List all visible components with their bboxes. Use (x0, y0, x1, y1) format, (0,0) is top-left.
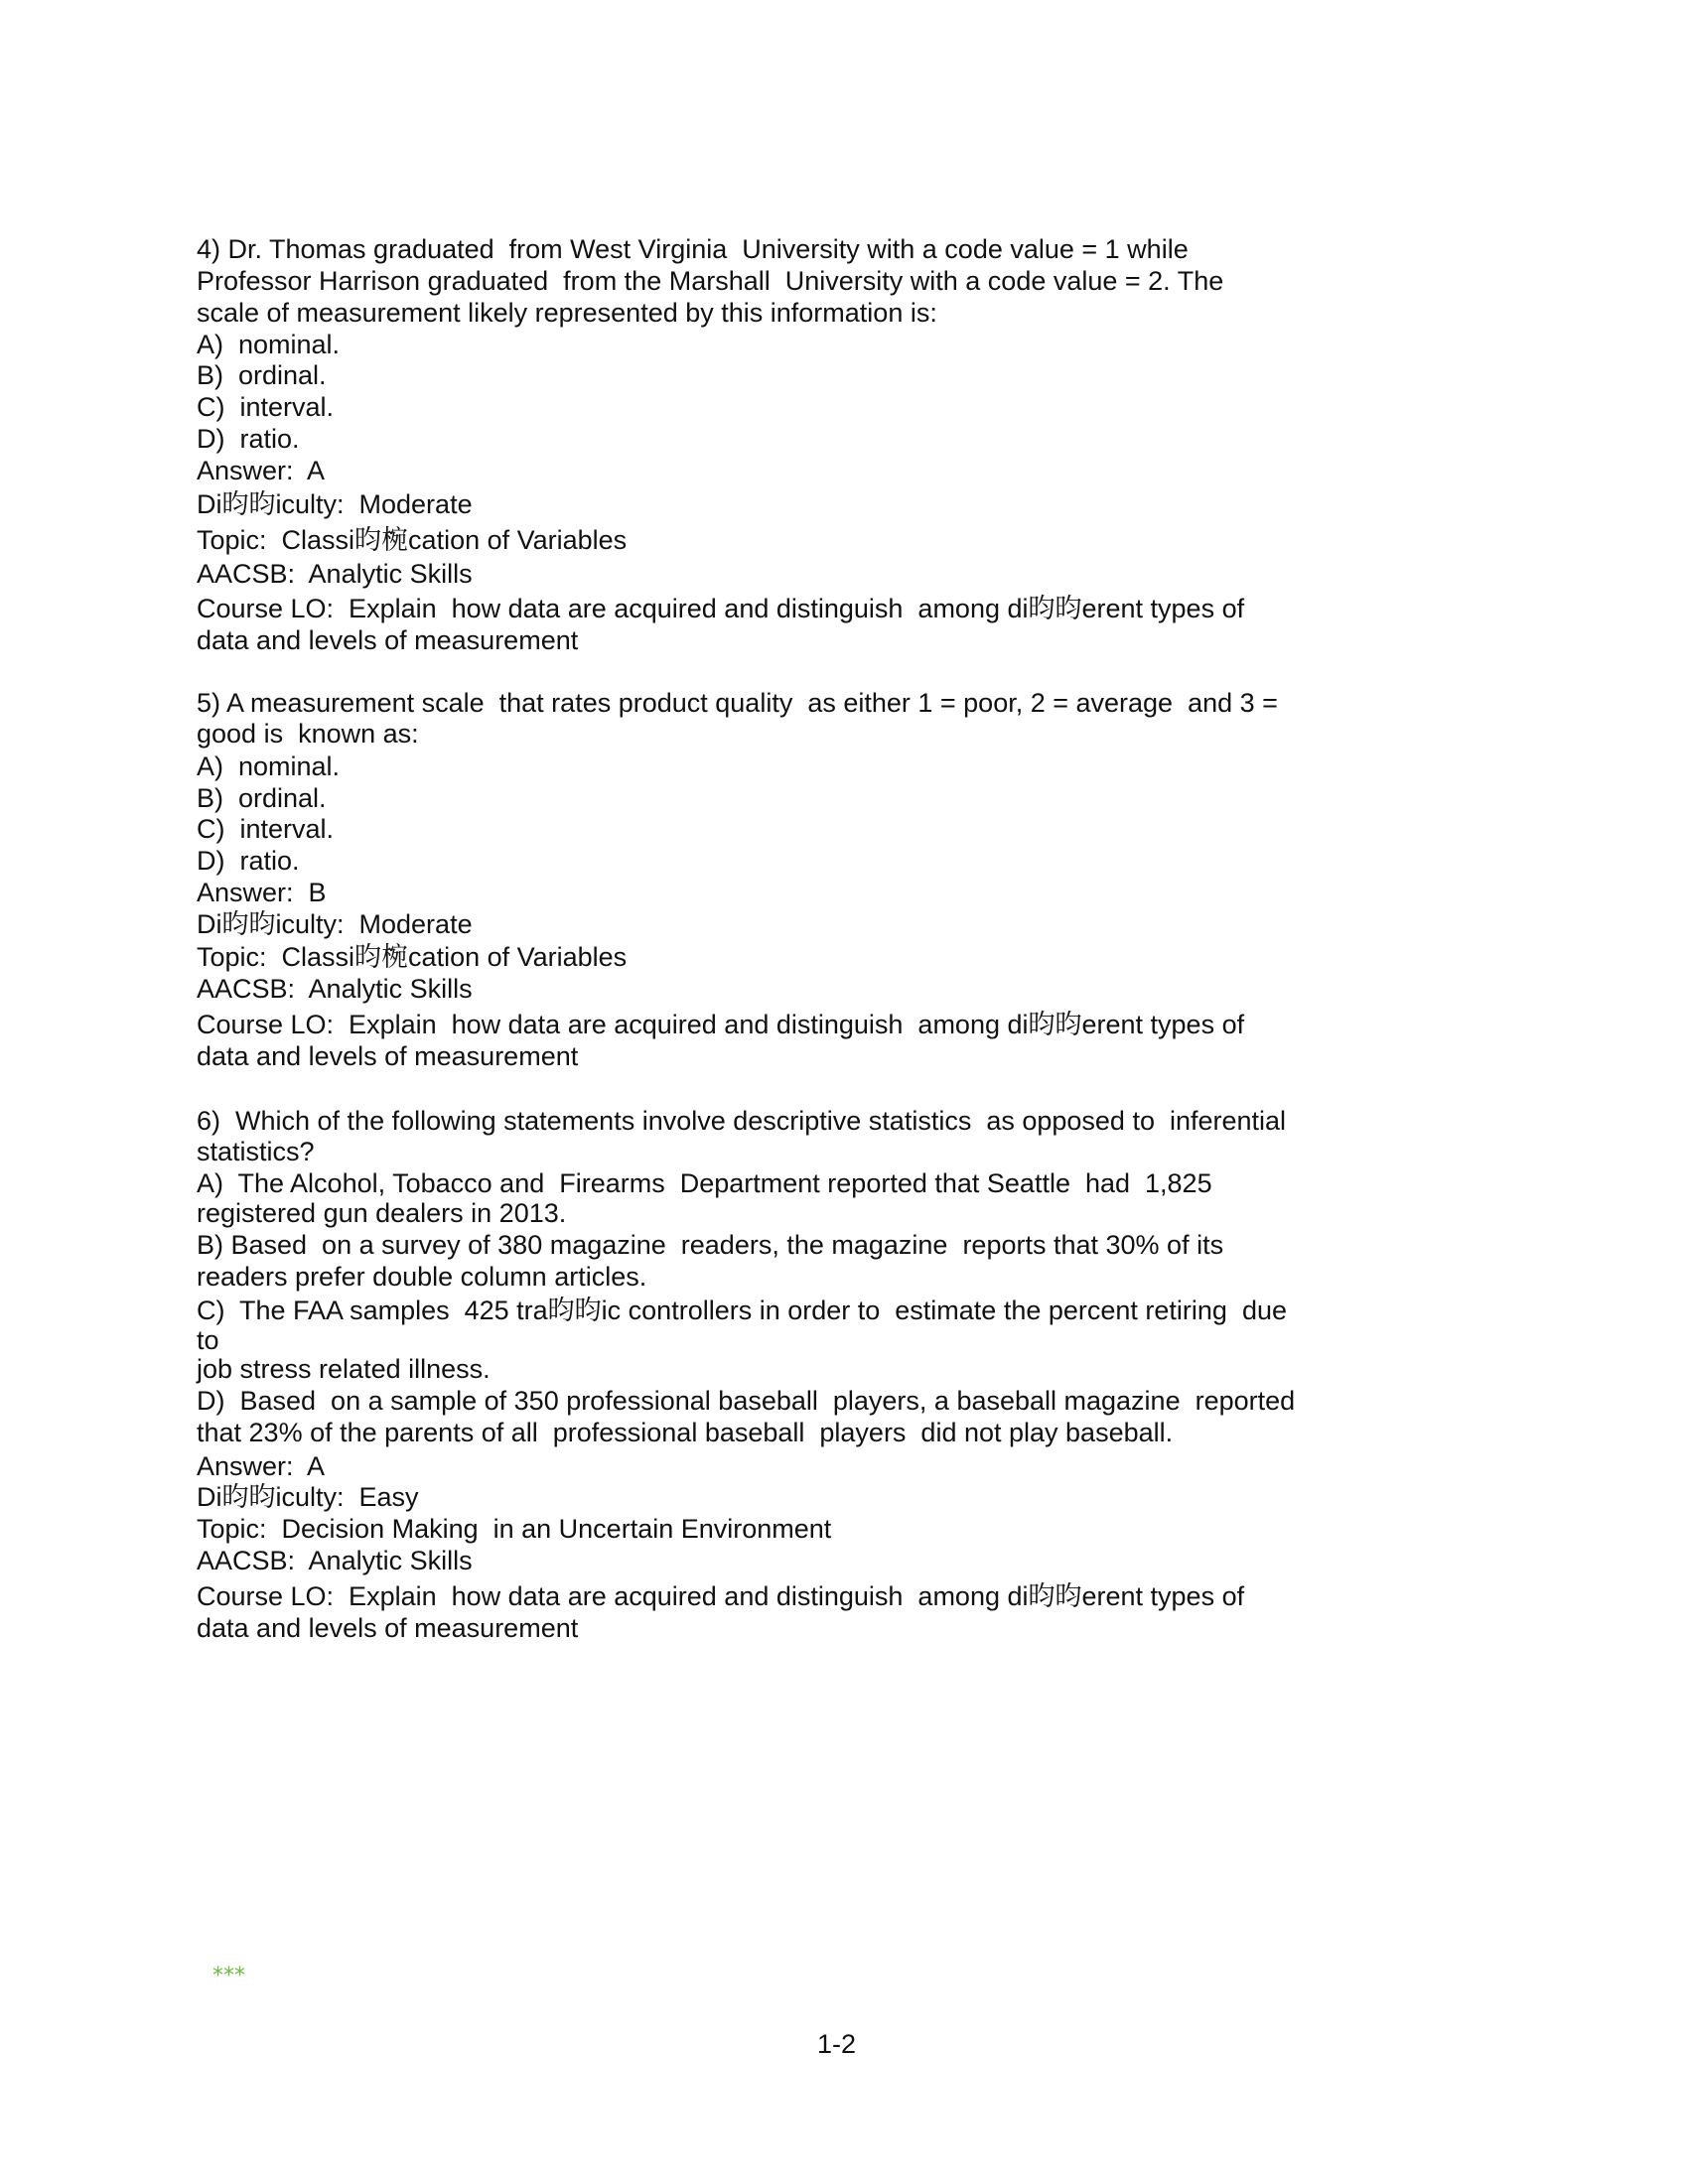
question-line: data and levels of measurement (197, 1041, 579, 1071)
question-line: Di昀昀iculty: Easy (197, 1482, 419, 1512)
question-line: Course LO: Explain how data are acquired and distinguish among di昀昀erent types of (197, 1010, 1245, 1039)
question-line: data and levels of measurement (197, 625, 579, 655)
question-line: A) nominal. (197, 751, 341, 781)
question-line: B) ordinal. (197, 360, 327, 390)
page-number: 1-2 (816, 2029, 857, 2059)
question-line: Di昀昀iculty: Moderate (197, 909, 473, 939)
question-line: Topic: Classi昀椀cation of Variables (197, 525, 628, 555)
question-line: Course LO: Explain how data are acquired and distinguish among di昀昀erent types of (197, 1581, 1245, 1611)
question-line: 5) A measurement scale that rates product quality as either 1 = poor, 2 = average and 3 = (197, 688, 1278, 718)
question-line: AACSB: Analytic Skills (197, 974, 473, 1004)
question-line: Di昀昀iculty: Moderate (197, 489, 473, 519)
question-line: AACSB: Analytic Skills (197, 559, 473, 589)
question-line: Topic: Classi昀椀cation of Variables (197, 942, 628, 972)
question-line: C) interval. (197, 392, 335, 422)
question-line: Professor Harrison graduated from the Marshall University with a code value = 2. The (197, 266, 1224, 296)
question-line: B) Based on a survey of 380 magazine readers, the magazine reports that 30% of its (197, 1230, 1224, 1260)
question-line: that 23% of the parents of all professional baseball players did not play baseball. (197, 1418, 1174, 1447)
question-line: scale of measurement likely represented by this information is: (197, 298, 937, 328)
question-line: 4) Dr. Thomas graduated from West Virginia University with a code value = 1 while (197, 234, 1189, 264)
question-line: to (197, 1325, 219, 1355)
question-line: A) The Alcohol, Tobacco and Firearms Department reported that Seattle had 1,825 (197, 1168, 1212, 1198)
question-line: Answer: B (197, 878, 327, 907)
question-line: Answer: A (197, 456, 326, 485)
footer-stars: *** (212, 1964, 245, 1988)
question-line: readers prefer double column articles. (197, 1262, 647, 1292)
question-line: C) interval. (197, 814, 335, 844)
question-line: A) nominal. (197, 330, 341, 359)
question-line: D) ratio. (197, 846, 300, 876)
question-line: Course LO: Explain how data are acquired and distinguish among di昀昀erent types of (197, 594, 1245, 623)
question-line: D) Based on a sample of 350 professional baseball players, a baseball magazine reported (197, 1386, 1296, 1416)
question-line: AACSB: Analytic Skills (197, 1546, 473, 1575)
question-line: data and levels of measurement (197, 1613, 579, 1643)
question-line: job stress related illness. (197, 1354, 491, 1384)
question-line: D) ratio. (197, 424, 300, 454)
question-line: Answer: A (197, 1451, 326, 1481)
question-line: good is known as: (197, 719, 419, 749)
question-line: C) The FAA samples 425 tra昀昀ic controllers in order to estimate the percent retiring due (197, 1296, 1287, 1325)
question-line: registered gun dealers in 2013. (197, 1198, 567, 1228)
question-line: B) ordinal. (197, 783, 327, 813)
question-line: statistics? (197, 1137, 315, 1166)
question-line: 6) Which of the following statements involve descriptive statistics as opposed to inferential (197, 1106, 1287, 1136)
question-line: Topic: Decision Making in an Uncertain Environment (197, 1514, 832, 1544)
